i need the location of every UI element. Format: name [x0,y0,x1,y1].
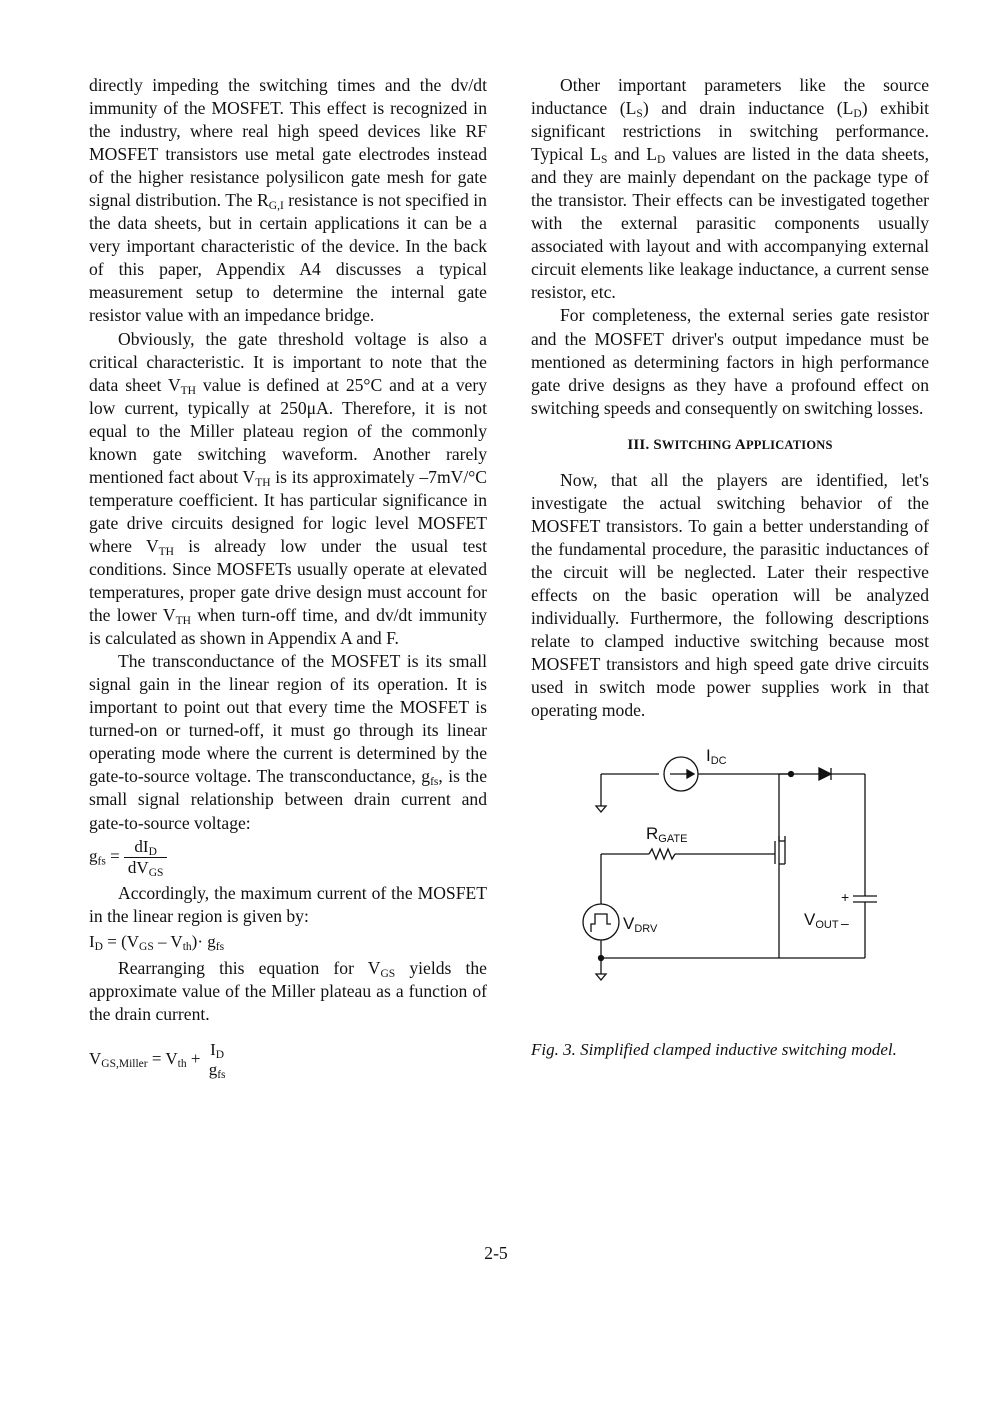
circuit-diagram [531,746,929,1026]
minus-label: – [841,915,849,932]
paragraph: Now, that all the players are identified, let's investigate the actual switching behavior of the MOSFET transistors. To gain a better understanding of the fundamental procedure, the parasitic inductances of the circuit will be neglected. Later their respective effects on the basic operation will be analyzed individually. Furthermore, the following descriptions relate to clamped inductive switching because most MOSFET transistors and high speed gate drive circuits used in switch mode power supplies work in that operating mode. [531,469,929,721]
ground-icon [596,806,606,812]
figure-caption: Fig. 3. Simplified clamped inductive switching model. [531,1040,897,1060]
page-number: 2-5 [484,1243,508,1263]
idc-label: $I_{DC}$ [706,746,727,768]
pulse-source-icon [583,904,619,940]
right-column [531,74,929,1061]
plus-label: + [841,889,850,906]
paragraph: Obviously, the gate threshold voltage is also a critical characteristic. It is important to note that the data sheet $V_{TH}$ value is defined at 25°C and at a very low current, typically at 250μA. Therefore, it is not equal to the Miller plateau region of the commonly known gate switching waveform. Another rarely mentioned fact about $V_{TH}$ is its approximately –7mV/°C temperature coefficient. It has particular significance in gate drive circuits designed for logic level MOSFET where $V_{TH}$ is already low under the usual test conditions. Since MOSFETs usually operate at elevated temperatures, proper gate drive design must account for the lower $V_{TH}$ when turn-off time, and dv/dt immunity is calculated as shown in Appendix A and F. [89,328,487,649]
ground-icon [596,974,606,980]
left-column [89,74,487,1084]
paragraph: Rearranging this equation for $V_{GS}$ yields the approximate value of the Miller plateau as a function of the drain current. [89,957,487,1024]
paragraph: For completeness, the external series gate resistor and the MOSFET driver's output impedance must be mentioned as determining factors in high performance gate drive designs as they have a profound effect on switching speeds and consequently on switching losses. [531,305,929,418]
resistor-icon [649,849,675,859]
paragraph: directly impeding the switching times and the dv/dt immunity of the MOSFET. This effect is recognized in the industry, where real high speed devices like RF MOSFET transistors use metal gate electrodes instead of the higher resistance polysilicon gate mesh for gate signal distribution. The $R_{G,I}$ resistance is not specified in the data sheets, but in certain applications it can be a very important characteristic of the device. In the back of this paper, Appendix A4 discusses a typical measurement setup to determine the internal gate resistor value with an impedance bridge. [89,75,487,326]
rgate-label: $R_{GATE}$ [646,824,688,846]
vdrv-label: $V_{DRV}$ [623,914,658,936]
paragraph: Accordingly, the maximum current of the MOSFET in the linear region is given by: [89,882,487,926]
paragraph: Other important parameters like the source inductance $(L_S)$ and drain inductance $(L_D)$ exhibit significant restrictions in switching performance. Typical $L_S$ and $L_D$ values are listed in the data sheets, and they are mainly dependant on the package type of the transistor. Their effects can be investigated together with the external parasitic components usually associated with layout and with accompanying external circuit elements like leakage inductance, a current sense resistor, etc. [531,75,929,303]
section-heading: III. SWITCHING APPLICATIONS [627,436,833,453]
circuit-schematic [531,746,929,1026]
equation-transconductance: $g_{fs}$ = $\frac{dI_D}{dV_{GS}}$ [89,837,487,878]
equation-miller-plateau: $V_{GS,Miller} = V_{th}$ + $I_D$ $g_{fs}$ [89,1039,226,1081]
diode-icon [819,768,831,780]
paragraph: The transconductance of the MOSFET is its small signal gain in the linear region of its operation. It is important to point out that every time the MOSFET is turned-on or turned-off, it must go through its linear operating mode where the current is determined by the gate-to-source voltage. The transconductance, $g_{fs}$, is the small signal relationship between drain current and gate-to-source voltage: [89,651,487,833]
vout-label: $V_{OUT}$ [804,910,839,932]
equation-drain-current: $I_D = (V_{GS} - V_{th})\cdot g_{fs}$ [89,931,225,953]
